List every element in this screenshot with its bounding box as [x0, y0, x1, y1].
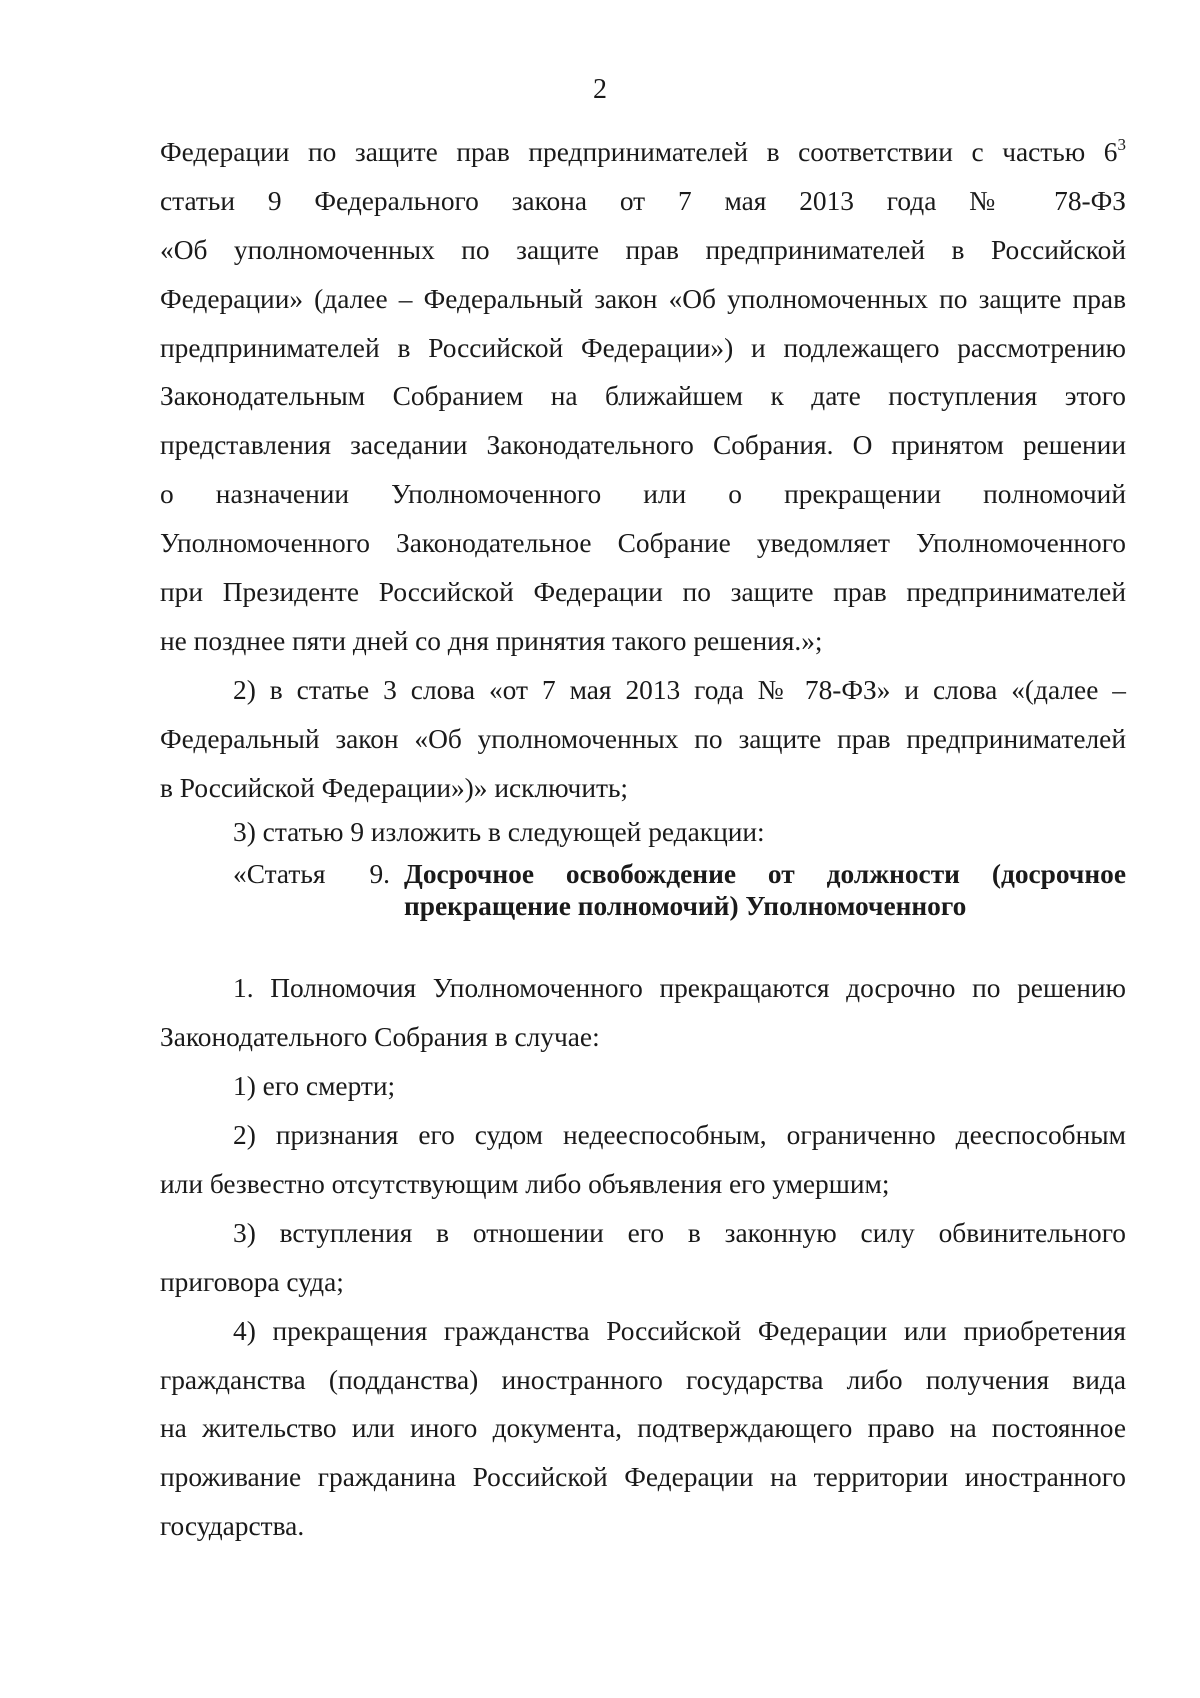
- title-line: прекращение полномочий) Уполномоченного: [404, 891, 967, 922]
- text-line: гражданства (подданства) иностранного государства либо получения вида: [160, 1364, 1126, 1395]
- text-line: государства.: [160, 1511, 305, 1542]
- text-line: 3) вступления в отношении его в законную силу обвинительного: [233, 1217, 1126, 1248]
- paragraph-amendment-2: [160, 666, 1126, 813]
- text-line: предпринимателей в Российской Федерации») и подлежащего рассмотрению: [160, 332, 1126, 363]
- paragraph-continuation: [160, 128, 1126, 666]
- text-line: проживание гражданина Российской Федерации на территории иностранного: [160, 1462, 1126, 1493]
- list-item: [160, 1062, 1126, 1111]
- list-item: [160, 1209, 1126, 1307]
- text-line: 4) прекращения гражданства Российской Федерации или приобретения: [233, 1315, 1126, 1346]
- document-body: [160, 128, 1126, 1551]
- article-heading: [160, 854, 1126, 922]
- text-line: о назначении Уполномоченного или о прекращении полномочий: [160, 479, 1126, 510]
- text-line: приговора суда;: [160, 1266, 344, 1297]
- text-line: 1) его смерти;: [233, 1071, 396, 1102]
- text-line: при Президенте Российской Федерации по защите прав предпринимателей: [160, 577, 1126, 608]
- text-line: Федерации» (далее – Федеральный закон «Об уполномоченных по защите прав: [160, 283, 1126, 314]
- text-line: Законодательного Собрания в случае:: [160, 1022, 600, 1053]
- text-line: 1. Полномочия Уполномоченного прекращаются досрочно по решению: [233, 973, 1126, 1004]
- text-line: 2) в статье 3 слова «от 7 мая 2013 года № 78-ФЗ» и слова «(далее –: [233, 674, 1126, 705]
- text-line: или безвестно отсутствующим либо объявления его умершим;: [160, 1169, 890, 1200]
- page-number: 2: [593, 74, 607, 105]
- text-line: 2) признания его судом недееспособным, ограниченно дееспособным: [233, 1120, 1126, 1151]
- text-line: статьи 9 Федерального закона от 7 мая 2013 года № 78-ФЗ: [160, 185, 1126, 216]
- text-line: «Об уполномоченных по защите прав предпринимателей в Российской: [160, 234, 1126, 265]
- text-line: 3) статью 9 изложить в следующей редакции:: [233, 817, 765, 848]
- article-word: «Статья: [233, 859, 326, 890]
- clause-1: [160, 964, 1126, 1062]
- paragraph-amendment-3: [160, 812, 1126, 852]
- article-label: [160, 854, 404, 894]
- superscript: 3: [1117, 135, 1126, 154]
- title-line: Досрочное освобождение от должности (досрочное: [404, 859, 1126, 890]
- text-line: не позднее пяти дней со дня принятия такого решения.»;: [160, 625, 823, 656]
- article-title: [404, 854, 1126, 922]
- list-item: [160, 1307, 1126, 1551]
- text-line: Федерации по защите прав предпринимателей в соответствии с частью $6^3$: [160, 135, 1126, 167]
- text-line: на жительство или иного документа, подтверждающего право на постоянное: [160, 1413, 1126, 1444]
- article-number: 9.: [369, 859, 390, 890]
- text-line: Федеральный закон «Об уполномоченных по защите прав предпринимателей: [160, 723, 1126, 754]
- list-item: [160, 1111, 1126, 1209]
- text-line: в Российской Федерации»)» исключить;: [160, 772, 629, 803]
- text-line: Уполномоченного Законодательное Собрание уведомляет Уполномоченного: [160, 528, 1126, 559]
- text-line: Законодательным Собранием на ближайшем к дате поступления этого: [160, 381, 1126, 412]
- text-line: представления заседании Законодательного Собрания. О принятом решении: [160, 430, 1126, 461]
